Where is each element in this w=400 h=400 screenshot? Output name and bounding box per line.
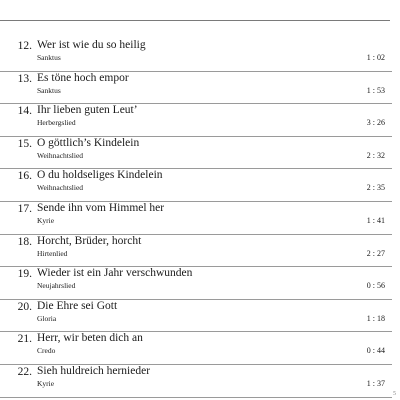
top-rule <box>0 20 390 21</box>
page-number: 5 <box>393 391 396 397</box>
track-title: Horcht, Brüder, horcht <box>37 234 142 247</box>
track-number: 19. <box>17 268 32 281</box>
track-title: Sieh huldreich hernieder <box>37 364 151 377</box>
track-row <box>0 104 392 137</box>
track-title: Es töne hoch empor <box>37 71 129 84</box>
track-title: Die Ehre sei Gott <box>37 299 118 312</box>
track-number: 22. <box>17 365 32 378</box>
track-duration: 2 : 27 <box>366 248 385 258</box>
track-title: Herr, wir beten dich an <box>37 332 143 345</box>
track-row <box>0 235 392 268</box>
track-duration: 1 : 18 <box>366 313 385 323</box>
track-number: 15. <box>17 137 32 150</box>
track-number: 17. <box>17 202 32 215</box>
track-subtitle: Herbergslied <box>37 118 76 128</box>
track-row <box>0 72 392 105</box>
track-number: 20. <box>17 300 32 313</box>
track-duration: 1 : 37 <box>366 378 385 388</box>
track-duration: 1 : 02 <box>366 53 385 62</box>
track-subtitle: Kyrie <box>37 215 55 225</box>
track-title: O göttlich’s Kindelein <box>37 136 140 149</box>
track-title: O du holdseliges Kindelein <box>37 169 163 182</box>
track-duration: 1 : 41 <box>366 215 385 225</box>
track-row <box>0 137 392 170</box>
track-number: 14. <box>17 105 32 118</box>
track-title: Ihr lieben guten Leut’ <box>37 104 138 117</box>
track-row <box>0 300 392 333</box>
track-subtitle: Sanktus <box>37 85 61 95</box>
track-duration: 2 : 32 <box>366 150 385 160</box>
track-number: 13. <box>17 72 32 85</box>
track-number: 18. <box>17 235 32 248</box>
track-subtitle: Credo <box>37 346 56 356</box>
track-number: 16. <box>17 170 32 183</box>
track-row <box>0 169 392 202</box>
track-subtitle: Weihnachtslied <box>37 150 84 160</box>
track-subtitle: Gloria <box>37 313 57 323</box>
track-row <box>0 39 392 72</box>
track-row <box>0 332 392 365</box>
track-list <box>0 39 392 398</box>
track-subtitle: Kyrie <box>37 378 55 388</box>
track-duration: 3 : 26 <box>366 118 385 128</box>
track-subtitle: Hirtenlied <box>37 248 68 258</box>
track-duration: 2 : 35 <box>366 183 385 193</box>
track-row <box>0 267 392 300</box>
track-number: 21. <box>17 333 32 346</box>
track-number: 12. <box>17 40 32 52</box>
track-subtitle: Sanktus <box>37 53 61 62</box>
track-row <box>0 202 392 235</box>
track-subtitle: Weihnachtslied <box>37 183 84 193</box>
track-subtitle: Neujahrslied <box>37 281 76 291</box>
track-duration: 0 : 56 <box>366 281 385 291</box>
track-duration: 0 : 44 <box>366 346 385 356</box>
track-title: Sende ihn vom Himmel her <box>37 201 165 214</box>
track-title: Wer ist wie du so heilig <box>37 39 146 51</box>
track-row <box>0 365 392 398</box>
track-title: Wieder ist ein Jahr verschwunden <box>37 267 193 280</box>
track-duration: 1 : 53 <box>366 85 385 95</box>
